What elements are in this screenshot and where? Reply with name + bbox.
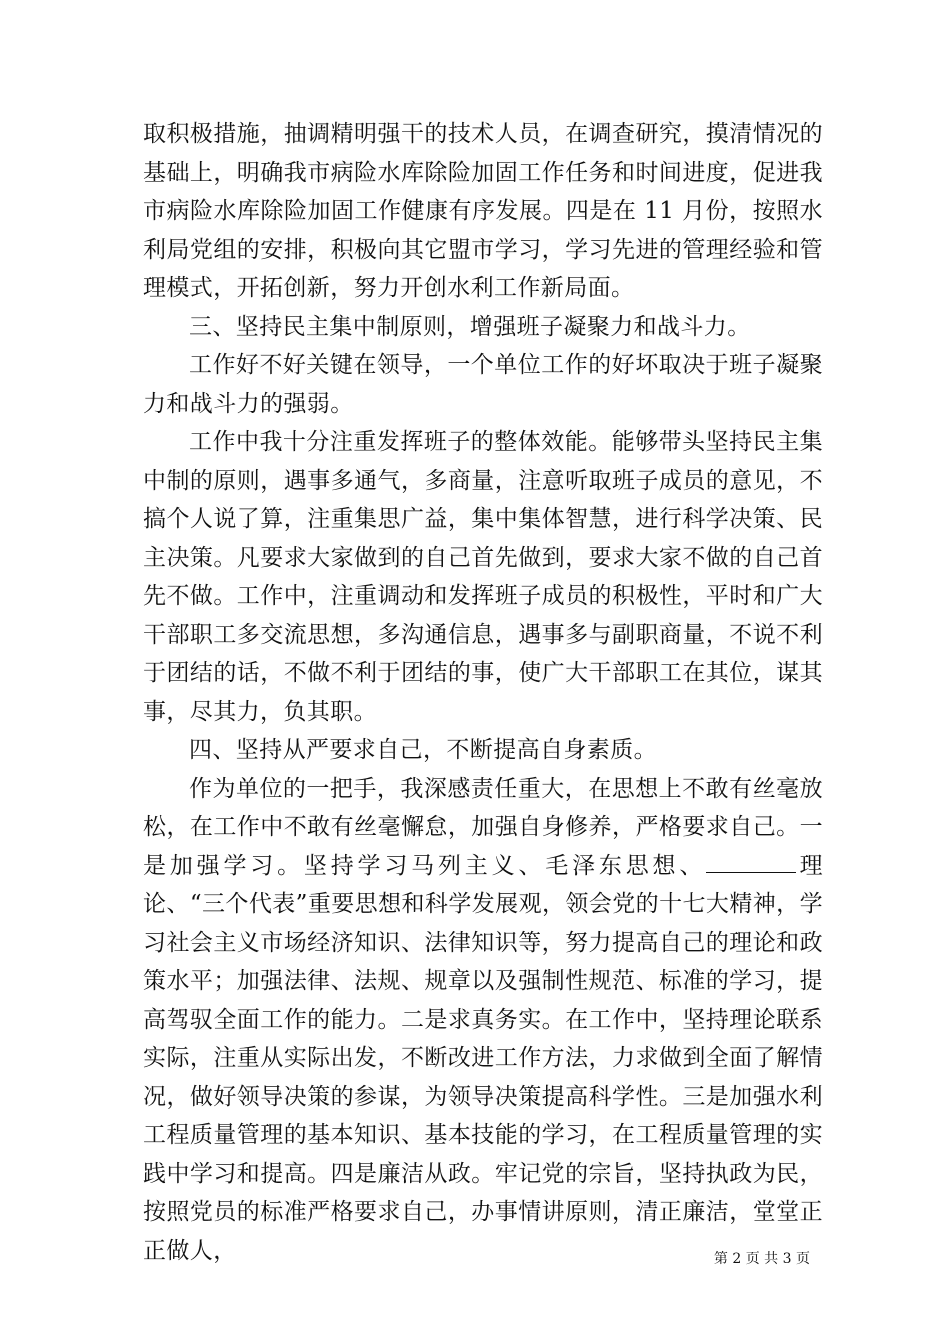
paragraph-1: 取积极措施，抽调精明强干的技术人员，在调查研究，摸清情况的基础上，明确我市病险水库除险加固工作任务和时间进度，促进我市病险水库除险加固工作健康有序发展。四是在 11 月份，按照水利局党组的安排，积极向其它盟市学习，学习先进的管理经验和管理模式，开拓创新，努力开创水利工作新局面。 <box>143 121 823 301</box>
paragraph-4 <box>143 770 823 1271</box>
paragraph-4-part-2: 理论、“三个代表”重要思想和科学发展观，领会党的十七大精神，学习社会主义市场经济知识、法律知识等，努力提高自己的理论和政策水平；加强法律、法规、规章以及强制性规范、标准的学习，提高驾驭全面工作的能力。二是求真务实。在工作中，坚持理论联系实际，注重从实际出发，不断改进工作方法，力求做到全面了解情况，做好领导决策的参谋，为领导决策提高科学性。三是加强水利工程质量管理的基本知识、基本技能的学习，在工程质量管理的实践中学习和提高。四是廉洁从政。牢记党的宗旨，坚持执政为民，按照党员的标准严格要求自己，办事情讲原则，清正廉洁，堂堂正正做人， <box>143 852 823 1264</box>
paragraph-3: 工作中我十分注重发挥班子的整体效能。能够带头坚持民主集中制的原则，遇事多通气，多商量，注意听取班子成员的意见，不搞个人说了算，注重集思广益，集中集体智慧，进行科学决策、民主决策。凡要求大家做到的自己首先做到，要求大家不做的自己首先不做。工作中，注重调动和发挥班子成员的积极性，平时和广大干部职工多交流思想，多沟通信息，遇事多与副职商量，不说不利于团结的话，不做不利于团结的事，使广大干部职工在其位，谋其事，尽其力，负其职。 <box>143 429 823 725</box>
paragraph-4-part-1: 作为单位的一把手，我深感责任重大，在思想上不敢有丝毫放松，在工作中不敢有丝毫懈怠，加强自身修养，严格要求自己。一是加强学习。坚持学习马列主义、毛泽东思想、 <box>143 775 823 879</box>
heading-three: 三、坚持民主集中制原则，增强班子凝聚力和战斗力。 <box>189 313 751 340</box>
body-text <box>143 115 823 1270</box>
paragraph-2: 工作好不好关键在领导，一个单位工作的好坏取决于班子凝聚力和战斗力的强弱。 <box>143 352 823 417</box>
fill-in-blank <box>706 852 796 873</box>
page-number-footer: 第 2 页 共 3 页 <box>713 1251 810 1267</box>
heading-four: 四、坚持从严要求自己，不断提高自身素质。 <box>189 737 657 763</box>
